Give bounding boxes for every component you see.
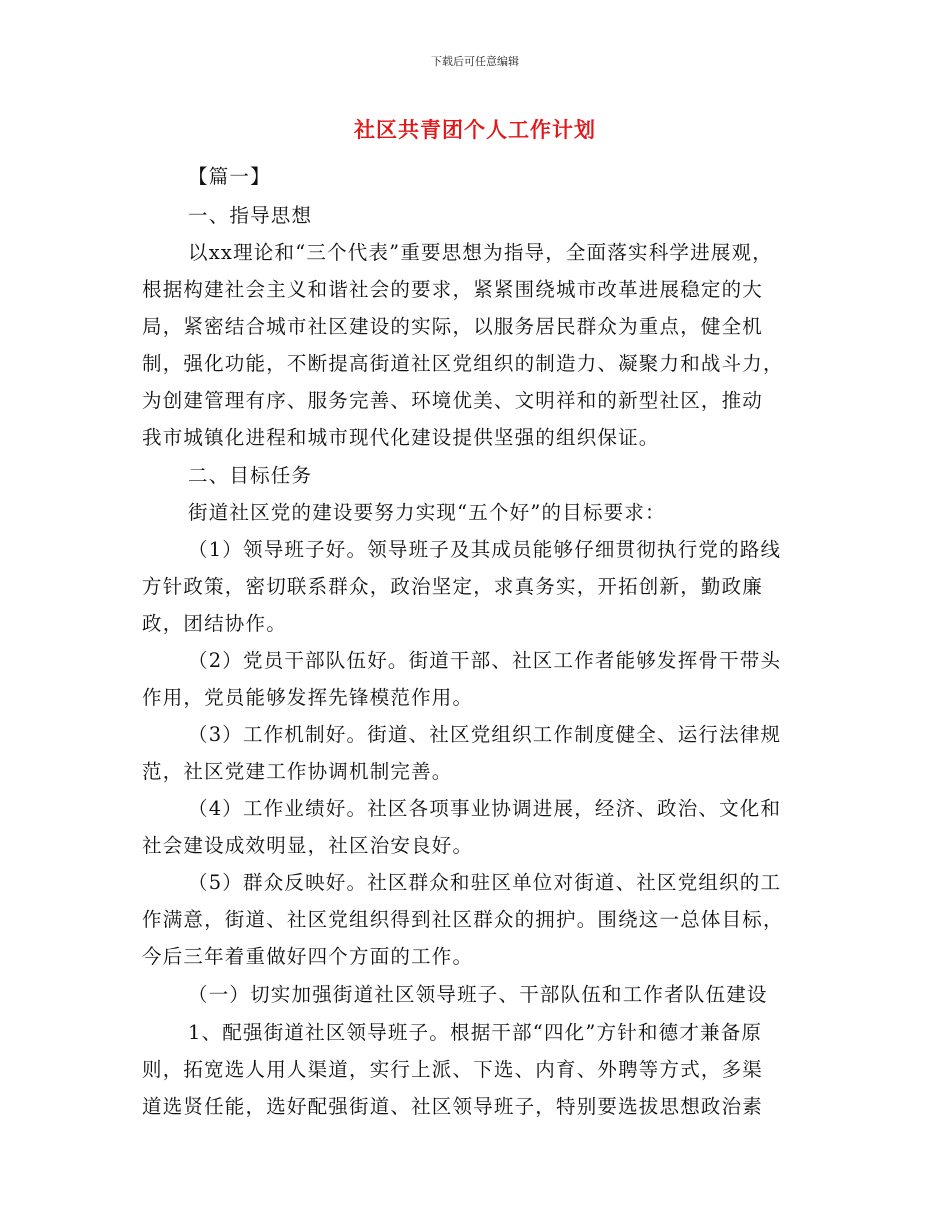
paragraph-line: （2）党员干部队伍好。街道干部、社区工作者能够发挥骨干带头: [188, 649, 782, 672]
subheading-line: （一）切实加强街道社区领导班子、干部队伍和工作者队伍建设: [188, 983, 768, 1006]
document-title: 社区共青团个人工作计划: [354, 118, 596, 142]
paragraph-line: 则，拓宽选人用人渠道，实行上派、下选、内育、外聘等方式，多渠: [142, 1058, 764, 1081]
paragraph-line: 社会建设成效明显，社区治安良好。: [142, 834, 474, 857]
paragraph-line: 街道社区党的建设要努力实现“五个好”的目标要求：: [188, 501, 666, 524]
paragraph-line: 作满意，街道、社区党组织得到社区群众的拥护。围绕这一总体目标，: [142, 908, 784, 931]
paragraph-line: 制，强化功能，不断提高街道社区党组织的制造力、凝聚力和战斗力，: [142, 352, 784, 375]
section-label: 【篇一】: [188, 165, 271, 188]
paragraph-line: 我市城镇化进程和城市现代化建设提供坚强的组织保证。: [142, 426, 660, 449]
header-note: 下载后可任意编辑: [431, 55, 519, 68]
paragraph-line: 为创建管理有序、服务完善、环境优美、文明祥和的新型社区，推动: [142, 389, 764, 412]
paragraph-line: 政，团结协作。: [142, 612, 287, 635]
paragraph-line: 1、配强街道社区领导班子。根据干部“四化”方针和德才兼备原: [188, 1021, 763, 1044]
paragraph-line: 局，紧密结合城市社区建设的实际，以服务居民群众为重点，健全机: [142, 315, 764, 338]
paragraph-line: 范，社区党建工作协调机制完善。: [142, 760, 453, 783]
paragraph-line: 今后三年着重做好四个方面的工作。: [142, 945, 474, 968]
paragraph-line: 作用，党员能够发挥先锋模范作用。: [142, 686, 474, 709]
paragraph-line: （1）领导班子好。领导班子及其成员能够仔细贯彻执行党的路线: [188, 538, 782, 561]
paragraph-line: 道选贤任能，选好配强街道、社区领导班子，特别要选拔思想政治素: [142, 1095, 764, 1118]
paragraph-line: （4）工作业绩好。社区各项事业协调进展，经济、政治、文化和: [188, 797, 782, 820]
paragraph-line: 以xx理论和“三个代表”重要思想为指导，全面落实科学进展观，: [188, 241, 773, 264]
paragraph-line: 根据构建社会主义和谐社会的要求，紧紧围绕城市改革进展稳定的大: [142, 278, 764, 301]
paragraph-line: （3）工作机制好。街道、社区党组织工作制度健全、运行法律规: [188, 723, 782, 746]
paragraph-line: （5）群众反映好。社区群众和驻区单位对街道、社区党组织的工: [188, 871, 782, 894]
heading-guiding-thought: 一、指导思想: [188, 204, 313, 227]
paragraph-line: 方针政策，密切联系群众，政治坚定，求真务实，开拓创新，勤政廉: [142, 575, 764, 598]
heading-goals: 二、目标任务: [188, 464, 313, 487]
